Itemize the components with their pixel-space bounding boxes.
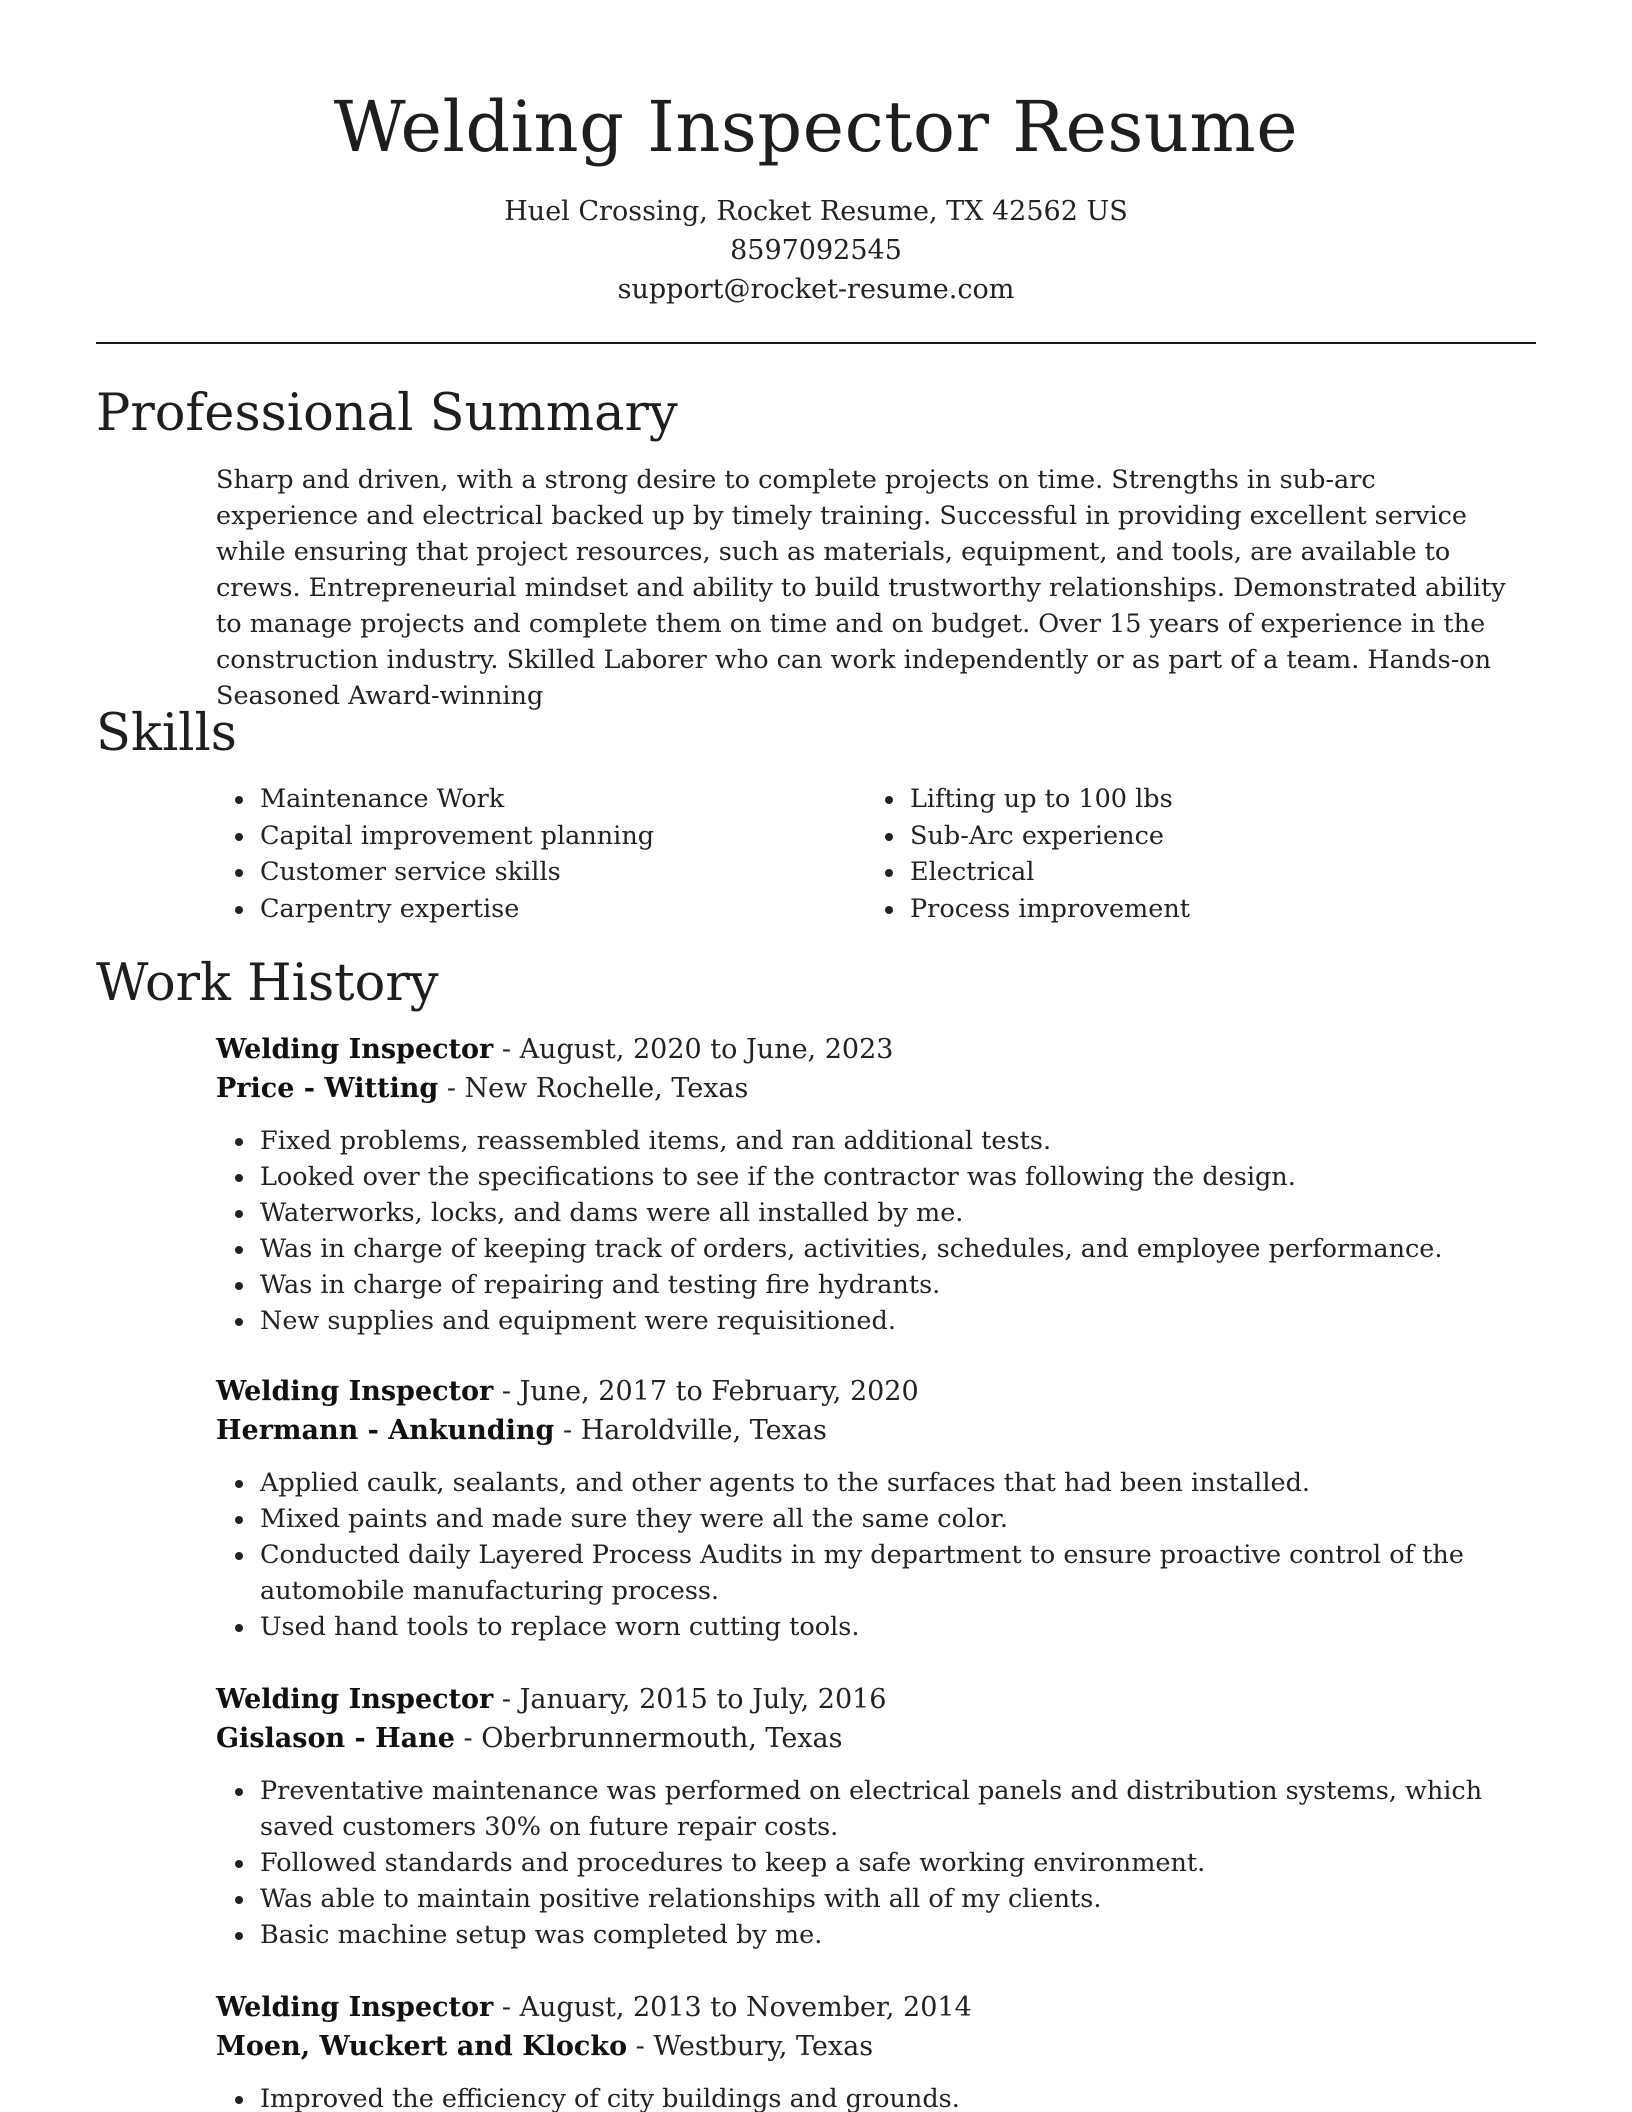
skill-item: Customer service skills: [216, 854, 866, 891]
work-history-heading: Work History: [96, 954, 439, 1013]
job-entry: [216, 1988, 1536, 2112]
summary-text: Sharp and driven, with a strong desire to complete projects on time. Strengths in sub-arc experience and electrical backed up by timely training. Successful in providing excellent service while ensuring that project resources, such as materials, equipment, and tools, are available to crews. Entrepreneurial mindset and ability to build trustworthy relationships. Demonstrated ability to manage projects and complete them on time and on budget. Over 15 years of experience in the construction industry. Skilled Laborer who can work independently or as part of a team. Hands-on Seasoned Award-winning: [216, 465, 1506, 711]
duty-item: Was in charge of keeping track of orders, activities, schedules, and employee performance.: [216, 1231, 1536, 1267]
job-company-line: Price - Witting - New Rochelle, Texas: [216, 1073, 749, 1104]
job-location: Westbury, Texas: [653, 2031, 874, 2062]
job-title-line: Welding Inspector - August, 2013 to November, 2014: [216, 1992, 972, 2023]
job-dates: June, 2017 to February, 2020: [519, 1376, 919, 1407]
job-title: Welding Inspector: [216, 1376, 494, 1407]
duty-item: Was able to maintain positive relationships with all of my clients.: [216, 1881, 1536, 1917]
duty-item: Mixed paints and made sure they were all the same color.: [216, 1501, 1536, 1537]
job-company: Gislason - Hane: [216, 1723, 455, 1754]
skills-column-left: [216, 781, 866, 927]
job-company-line: Moen, Wuckert and Klocko - Westbury, Texas: [216, 2031, 874, 2062]
duty-item: Was in charge of repairing and testing fire hydrants.: [216, 1267, 1536, 1303]
duty-item: Followed standards and procedures to keep a safe working environment.: [216, 1845, 1536, 1881]
header-divider: [96, 342, 1536, 344]
job-entry: [216, 1030, 1536, 1339]
duty-item: Waterworks, locks, and dams were all installed by me.: [216, 1195, 1536, 1231]
job-title-line: Welding Inspector - January, 2015 to July, 2016: [216, 1684, 887, 1715]
job-dates: January, 2015 to July, 2016: [519, 1684, 887, 1715]
job-title: Welding Inspector: [216, 1034, 494, 1065]
job-dates: August, 2020 to June, 2023: [519, 1034, 894, 1065]
job-dates: August, 2013 to November, 2014: [519, 1992, 972, 2023]
skill-item: Capital improvement planning: [216, 818, 866, 855]
resume-title: Welding Inspector Resume: [333, 86, 1299, 168]
duty-item: Applied caulk, sealants, and other agents to the surfaces that had been installed.: [216, 1465, 1536, 1501]
job-location: Oberbrunnermouth, Texas: [481, 1723, 843, 1754]
skill-item: Carpentry expertise: [216, 891, 866, 928]
contact-phone: 8597092545: [730, 235, 902, 266]
duty-item: Conducted daily Layered Process Audits in my department to ensure proactive control of the automobile manufacturing process.: [216, 1537, 1536, 1609]
duty-item: Used hand tools to replace worn cutting tools.: [216, 1609, 1536, 1645]
skill-item: Electrical: [866, 854, 1516, 891]
contact-address: Huel Crossing, Rocket Resume, TX 42562 US: [504, 196, 1128, 227]
job-location: Haroldville, Texas: [580, 1415, 827, 1446]
job-duties: [216, 1123, 1536, 1339]
skills-column-right: [866, 781, 1516, 927]
job-title-line: Welding Inspector - August, 2020 to June, 2023: [216, 1034, 894, 1065]
job-company: Moen, Wuckert and Klocko: [216, 2031, 628, 2062]
job-title-line: Welding Inspector - June, 2017 to February, 2020: [216, 1376, 919, 1407]
skill-item: Sub-Arc experience: [866, 818, 1516, 855]
duty-item: Fixed problems, reassembled items, and ran additional tests.: [216, 1123, 1536, 1159]
duty-item: Improved the efficiency of city buildings and grounds.: [216, 2081, 1536, 2112]
job-title: Welding Inspector: [216, 1992, 494, 2023]
job-duties: [216, 1773, 1536, 1953]
skill-item: Lifting up to 100 lbs: [866, 781, 1516, 818]
job-company: Price - Witting: [216, 1073, 439, 1104]
duty-item: Looked over the specifications to see if the contractor was following the design.: [216, 1159, 1536, 1195]
job-location: New Rochelle, Texas: [464, 1073, 749, 1104]
skill-item: Maintenance Work: [216, 781, 866, 818]
duty-item: New supplies and equipment were requisitioned.: [216, 1303, 1536, 1339]
contact-block: [0, 192, 1632, 309]
duty-item: Basic machine setup was completed by me.: [216, 1917, 1536, 1953]
job-company-line: Hermann - Ankunding - Haroldville, Texas: [216, 1415, 827, 1446]
job-company-line: Gislason - Hane - Oberbrunnermouth, Texas: [216, 1723, 843, 1754]
contact-email: support@rocket-resume.com: [617, 274, 1015, 305]
summary-heading: Professional Summary: [96, 384, 678, 443]
job-duties: [216, 1465, 1536, 1645]
resume-header: [0, 0, 1632, 309]
job-duties: [216, 2081, 1536, 2112]
skill-item: Process improvement: [866, 891, 1516, 928]
job-title: Welding Inspector: [216, 1684, 494, 1715]
skills-list: [216, 781, 1516, 927]
job-company: Hermann - Ankunding: [216, 1415, 555, 1446]
duty-item: Preventative maintenance was performed on electrical panels and distribution systems, which saved customers 30% on future repair costs.: [216, 1773, 1536, 1845]
job-entry: [216, 1372, 1536, 1645]
job-entry: [216, 1680, 1536, 1953]
skills-heading: Skills: [96, 704, 237, 763]
